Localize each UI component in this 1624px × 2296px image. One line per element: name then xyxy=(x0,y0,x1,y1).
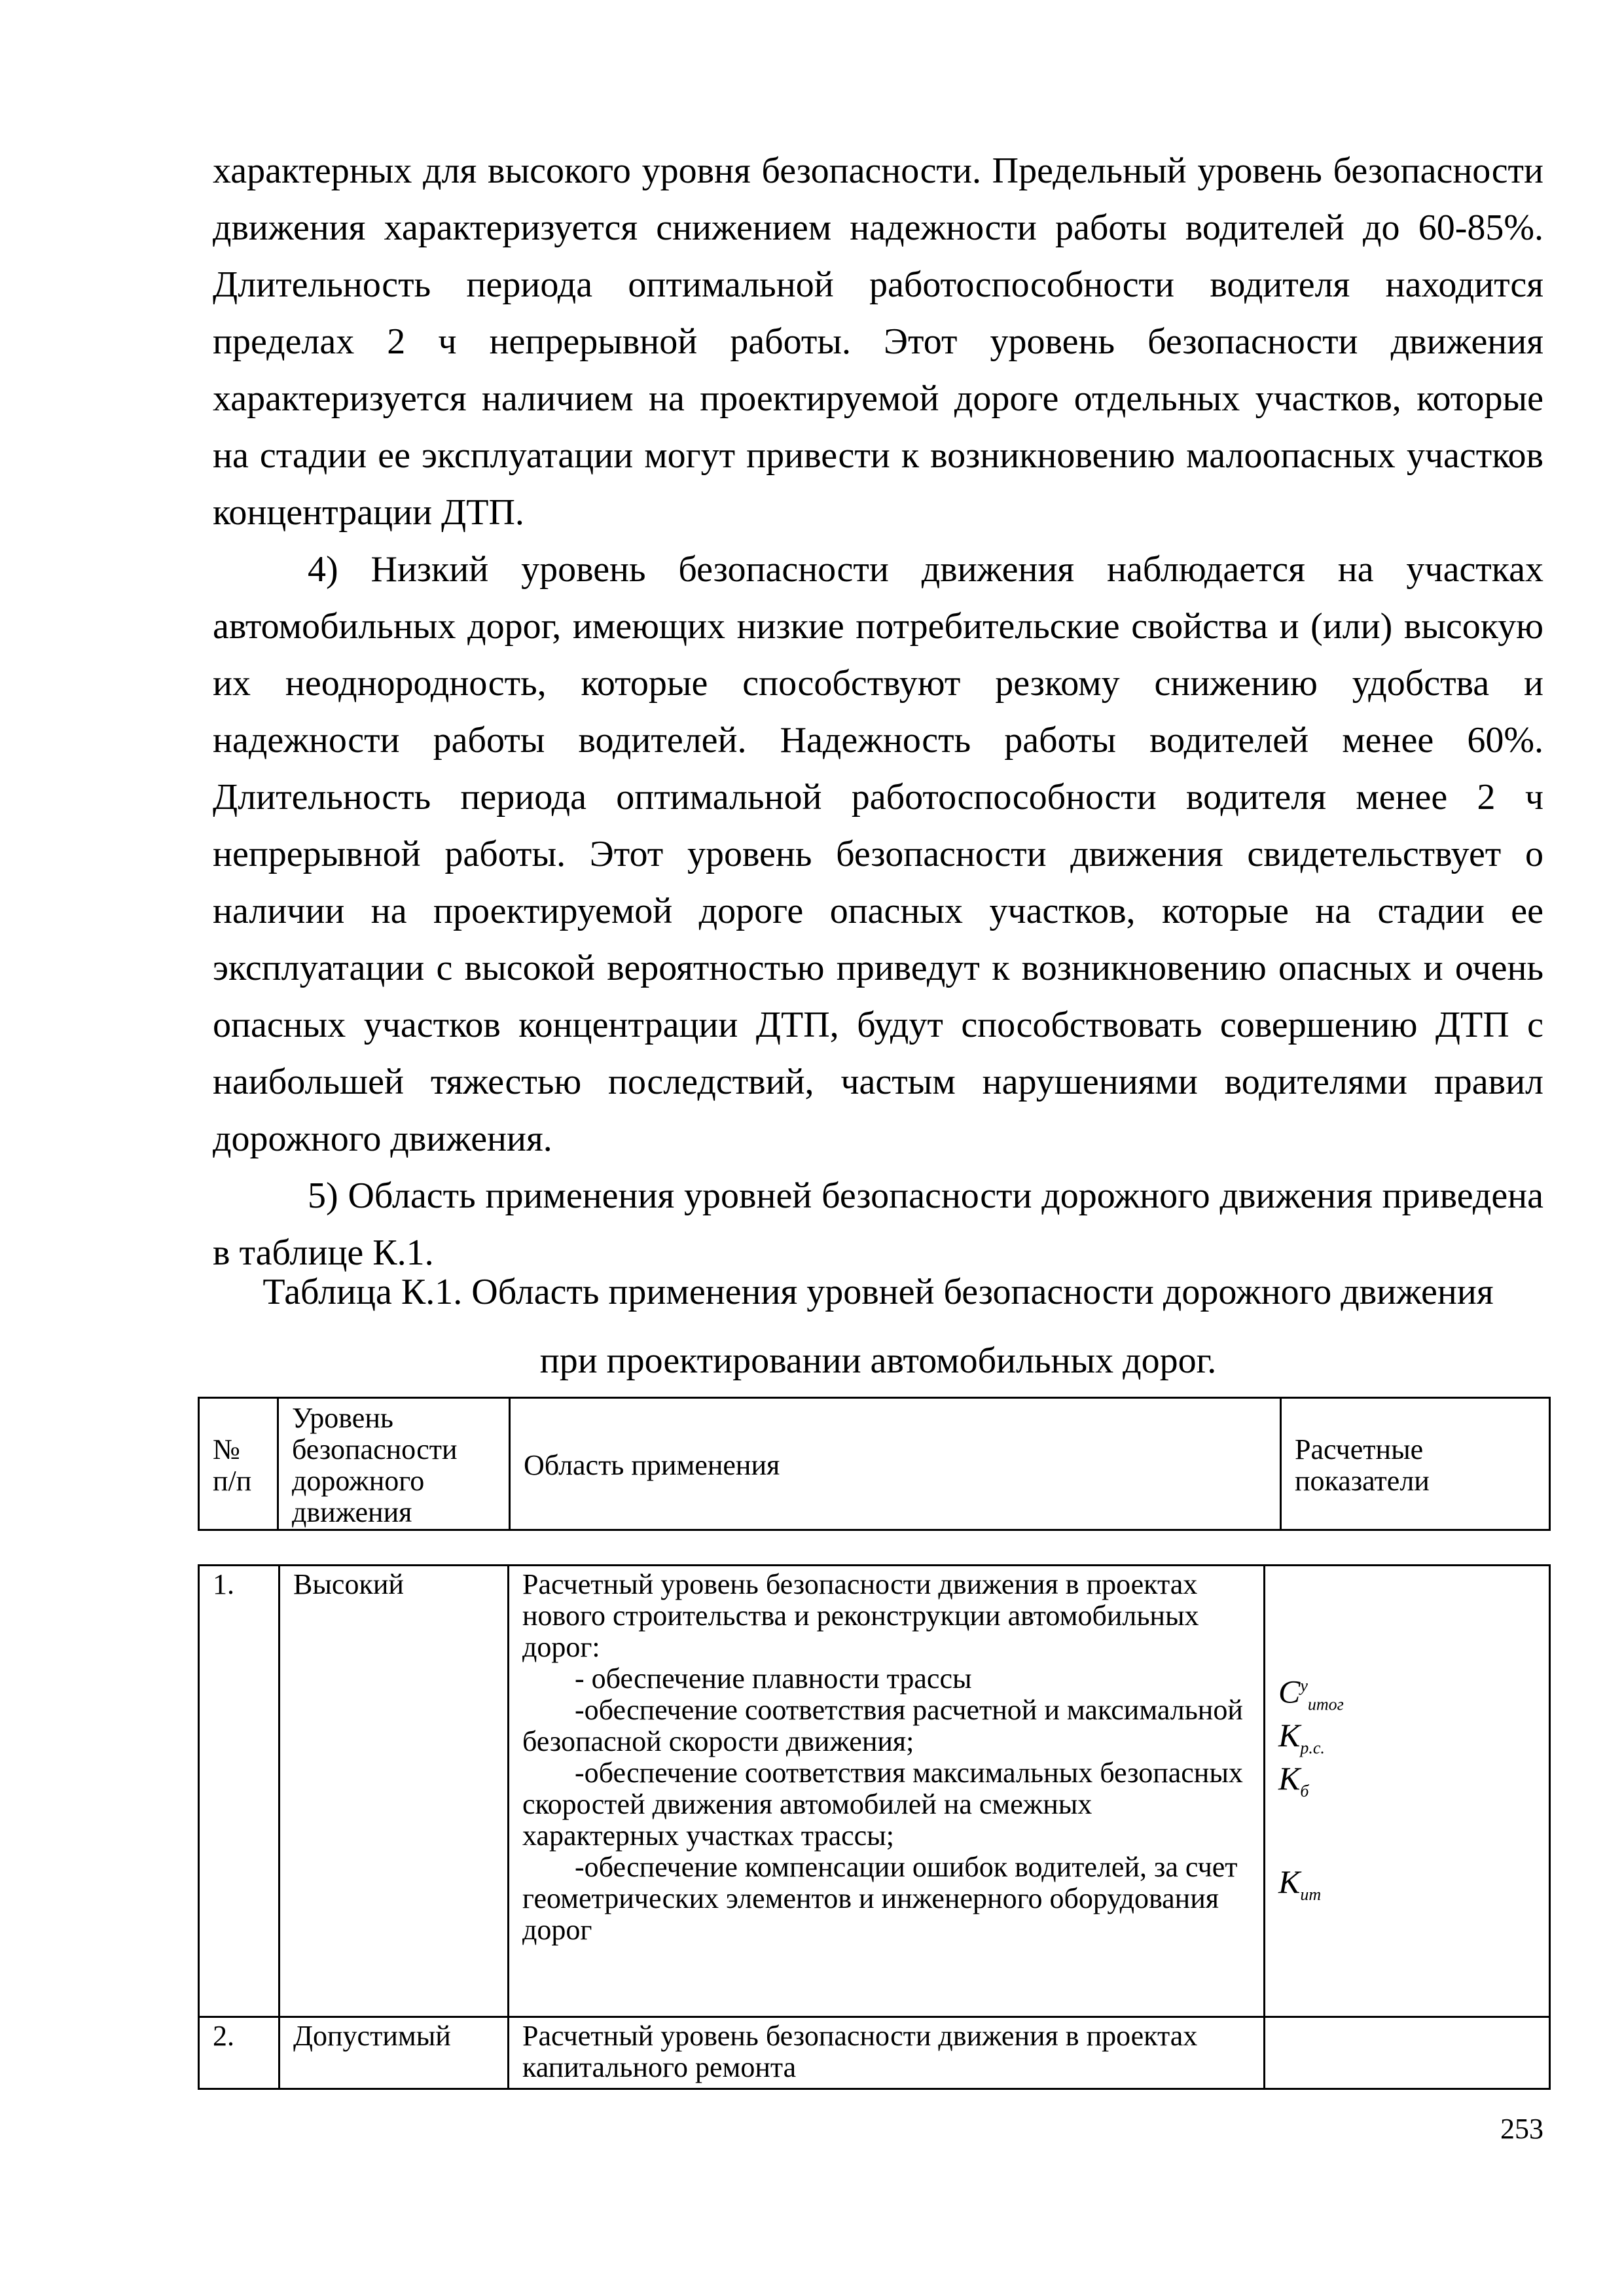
indicator-k-b: $K_б$ xyxy=(1278,1759,1309,1801)
page-number: 253 xyxy=(1500,2113,1543,2145)
table-row xyxy=(199,1566,1550,2017)
row2-level: Допустимый xyxy=(280,2017,509,2089)
paragraph-application-area: 5) Область применения уровней безопасности дорожного движения приведена в таблице К.1. xyxy=(213,1175,1543,1273)
indicator-k-rs: $K_{р.с.}$ xyxy=(1278,1716,1325,1757)
paragraph-low-level: 4) Низкий уровень безопасности движения наблюдается на участках автомобильных дорог, имеющих низкие потребительские свойства и (или) высокую их неоднородность, которые способствуют резкому снижению удобства и надежности работы водителей. Надежность работы водителей менее 60%. Длительность периода оптимальной работоспособности водителя менее 2 ч непрерывной работы. Этот уровень безопасности движения свидетельствует о наличии на проектируемой дороге опасных участков, которые на стадии ее эксплуатации с высокой вероятностью приведут к возникновению опасных и очень опасных участков концентрации ДТП, будут способствовать совершению ДТП с наибольшей тяжестью последствий, частым нарушениями водителями правил дорожного движения. xyxy=(213,549,1543,1159)
table-header xyxy=(198,1397,1551,1531)
table-caption-line1: Таблица К.1. Область применения уровней безопасности дорожного движения xyxy=(262,1272,1494,1312)
header-indicators: Расчетные показатели xyxy=(1281,1398,1550,1530)
indicator-cy-itog: $C^у_{итог}$ xyxy=(1278,1673,1344,1714)
table-body xyxy=(198,1564,1551,2090)
paragraph-continuation: характерных для высокого уровня безопасности. Предельный уровень безопасности движения характеризуется снижением надежности работы водителей до 60-85%. Длительность периода оптимальной работоспособности водителя находится пределах 2 ч непрерывной работы. Этот уровень безопасности движения характеризуется наличием на проектируемой дороге отдельных участков, которые на стадии ее эксплуатации могут привести к возникновению малоопасных участков концентрации ДТП. xyxy=(213,151,1543,533)
row1-item-error-compensation: -обеспечение компенсации ошибок водителей, за счет геометрических элементов и инженерного оборудования дорог xyxy=(522,1851,1238,1946)
header-number: № п/п xyxy=(199,1398,278,1530)
row1-area-intro: Расчетный уровень безопасности движения в проектах нового строительства и реконструкции автомобильных дорог: xyxy=(522,1568,1199,1663)
row2-number: 2. xyxy=(199,2017,280,2089)
indicator-k-it: $K_{ит}$ xyxy=(1278,1863,1322,1904)
row1-area xyxy=(509,1566,1265,2017)
table-row xyxy=(199,2017,1550,2089)
row1-level: Высокий xyxy=(280,1566,509,2017)
header-application-area: Область применения xyxy=(510,1398,1281,1530)
row1-item-smoothness: - обеспечение плавности трассы xyxy=(575,1662,972,1695)
row1-indicators xyxy=(1265,1566,1550,2017)
header-safety-level: Уровень безопасности дорожного движения xyxy=(278,1398,510,1530)
row1-number: 1. xyxy=(199,1566,280,2017)
row2-area: Расчетный уровень безопасности движения в проектах капитального ремонта xyxy=(509,2017,1265,2089)
table-caption-line2: при проектировании автомобильных дорог. xyxy=(539,1340,1217,1381)
row1-item-speed-match: -обеспечение соответствия расчетной и максимальной безопасной скорости движения; xyxy=(522,1694,1243,1757)
row2-indicators xyxy=(1265,2017,1550,2089)
row1-item-adjacent-speeds: -обеспечение соответствия максимальных безопасных скоростей движения автомобилей на смежных характерных участках трассы; xyxy=(522,1757,1243,1852)
body-text xyxy=(213,143,1543,1282)
